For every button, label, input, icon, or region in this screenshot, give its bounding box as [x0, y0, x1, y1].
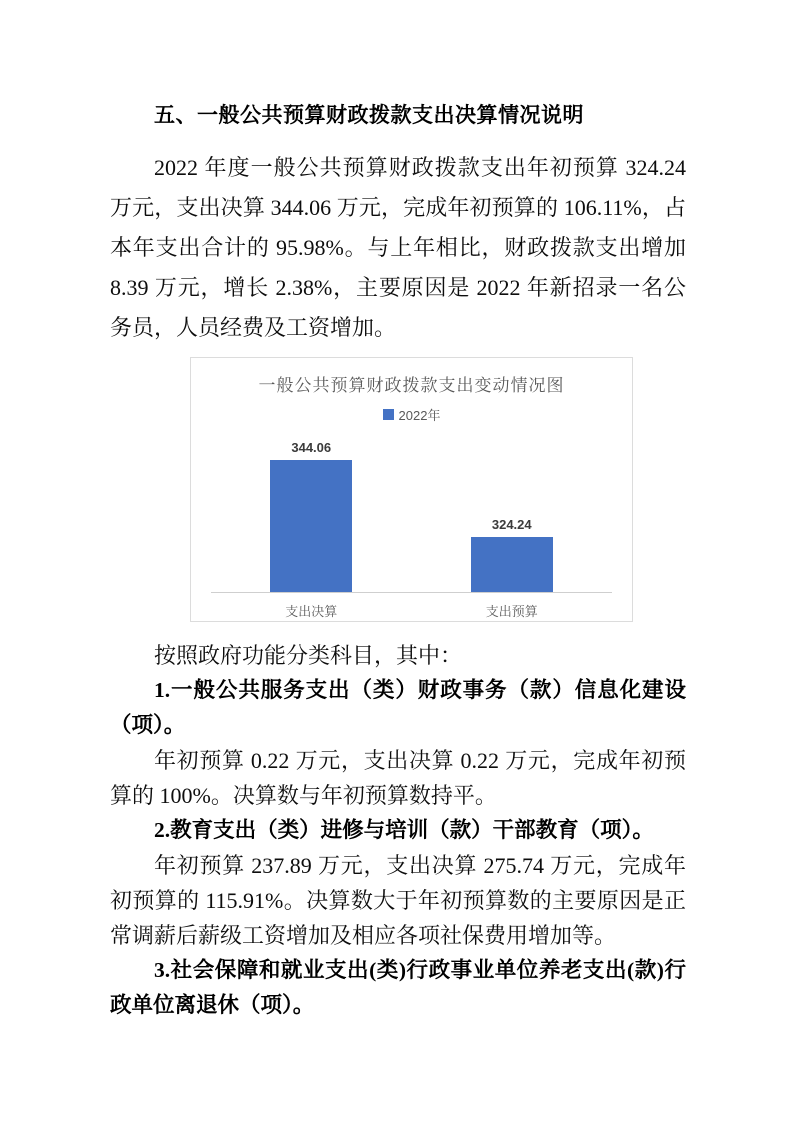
item2-title: 2.教育支出（类）进修与培训（款）干部教育（项）。 — [154, 818, 654, 842]
chart-legend — [191, 405, 632, 424]
item2-body: 年初预算 237.89 万元，支出决算 275.74 万元，完成年初预算的 115.91%。决算数大于年初预算数的主要原因是正常调薪后薪级工资增加及相应各项社保费用增加等。 — [110, 853, 686, 948]
bar-chart — [190, 357, 633, 622]
bar-column-final-accounts — [211, 437, 412, 592]
legend-label: 2022年 — [398, 408, 441, 423]
detail-section — [110, 638, 686, 1023]
chart-title: 一般公共预算财政拨款支出变动情况图 — [258, 376, 565, 395]
legend-swatch-icon — [383, 409, 394, 420]
plot-area — [211, 437, 612, 593]
item3-title: 3.社会保障和就业支出(类)行政事业单位养老支出(款)行政单位离退休（项）。 — [110, 958, 686, 1017]
category-label-final-accounts: 支出决算 — [285, 604, 338, 619]
category-label-budget: 支出预算 — [485, 604, 538, 619]
bar-expenditure-budget — [471, 537, 553, 592]
item1-body: 年初预算 0.22 万元，支出决算 0.22 万元，完成年初预算的 100%。决算数与年初预算数持平。 — [110, 748, 686, 808]
item1-title: 1.一般公共服务支出（类）财政事务（款）信息化建设（项）。 — [110, 678, 686, 737]
bar-value-label: 344.06 — [291, 440, 332, 455]
x-axis-category-labels — [211, 593, 612, 620]
bar-value-label: 324.24 — [491, 516, 532, 532]
paragraph-overview: 2022 年度一般公共预算财政拨款支出年初预算 324.24 万元，支出决算 344.06 万元，完成年初预算的 106.11%，占本年支出合计的 95.98%。与上年相比，财政拨款支出增加 8.39 万元，增长 2.38%，主要原因是 2022 年新招录一名公务员，人员经费及工资增加。 — [110, 155, 686, 340]
paragraph-by-function: 按照政府功能分类科目，其中： — [154, 643, 463, 668]
bar-column-budget — [412, 437, 613, 592]
section-heading: 五、一般公共预算财政拨款支出决算情况说明 — [154, 104, 584, 127]
bar-expenditure-final-accounts — [270, 460, 352, 592]
document-content — [110, 0, 686, 1023]
